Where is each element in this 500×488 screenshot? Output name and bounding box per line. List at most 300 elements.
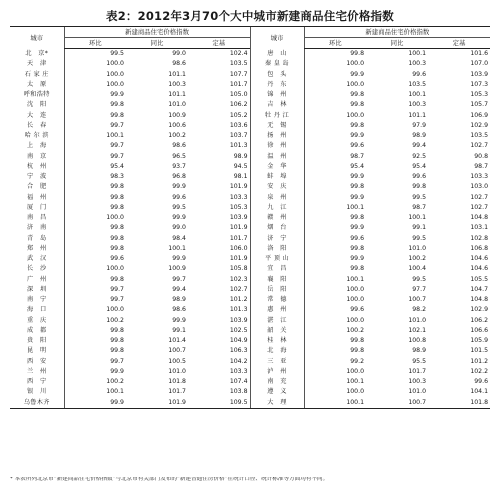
left-base-cell: 102.4 [229, 50, 248, 58]
left-yoy-cell: 99.5 [172, 203, 186, 211]
right-mom-cell: 99.6 [304, 234, 366, 244]
left-mom-cell: 99.8 [64, 346, 126, 356]
right-mom-cell: 99.8 [304, 49, 366, 60]
right-mom-cell: 99.8 [304, 346, 366, 356]
table-row [10, 377, 490, 387]
header-yoy-left: 同比 [126, 38, 188, 49]
footnote: * 本表所列北京市“新建商品住宅价格指数”与北京市有关部门发布的“新建普通住房价格”在统计口径、统计标准等方面均有不同。 [10, 477, 329, 482]
right-base-cell: 102.8 [470, 234, 489, 242]
right-base-cell: 90.8 [474, 152, 489, 160]
left-yoy-cell: 99.9 [172, 183, 186, 191]
right-yoy-cell: 100.1 [408, 50, 427, 58]
right-city-cell: 吉 林 [250, 100, 304, 110]
left-city-cell: 贵 阳 [27, 337, 47, 345]
right-yoy-cell: 101.0 [408, 244, 427, 252]
right-base-cell: 107.0 [470, 60, 489, 68]
left-city-cell: 合 肥 [27, 183, 47, 191]
right-mom-cell: 99.2 [304, 357, 366, 367]
right-base-cell: 103.5 [470, 132, 489, 140]
left-yoy-cell: 100.5 [168, 357, 186, 365]
right-mom-cell: 100.2 [304, 326, 366, 336]
table-body [10, 49, 490, 409]
left-mom-cell: 99.7 [64, 141, 126, 151]
right-yoy-cell: 97.9 [412, 121, 427, 129]
left-base-cell: 109.5 [188, 398, 250, 409]
left-base-cell: 102.5 [229, 326, 248, 334]
right-city-cell: 宜 昌 [250, 264, 304, 274]
left-base-cell: 105.8 [229, 265, 248, 273]
left-mom-cell: 99.8 [64, 100, 126, 110]
right-yoy-cell: 99.5 [412, 193, 427, 201]
left-mom-cell: 99.8 [64, 234, 126, 244]
table-row [10, 244, 490, 254]
right-mom-cell: 99.9 [304, 131, 366, 141]
table-row [10, 162, 490, 172]
left-mom-cell: 100.0 [64, 264, 126, 274]
right-base-cell: 102.7 [470, 203, 489, 211]
right-yoy-cell: 99.8 [412, 183, 427, 191]
left-yoy-cell: 99.4 [172, 285, 186, 293]
right-base-cell: 104.6 [470, 265, 489, 273]
left-city-cell: 福 州 [27, 193, 47, 201]
left-base-cell: 102.7 [229, 285, 248, 293]
left-city-cell: 上 海 [27, 142, 47, 150]
left-base-cell: 101.9 [229, 183, 248, 191]
left-city-cell: 沈 阳 [27, 101, 47, 109]
right-yoy-cell: 101.7 [408, 367, 427, 375]
left-base-cell: 101.7 [229, 234, 248, 242]
left-yoy-cell: 98.6 [172, 60, 186, 68]
left-yoy-cell: 101.0 [168, 367, 186, 375]
left-yoy-cell: 99.9 [172, 255, 186, 263]
left-base-cell: 106.2 [229, 101, 248, 109]
header-city-left: 城市 [10, 27, 64, 49]
right-yoy-cell: 103.5 [408, 80, 427, 88]
table-row [10, 234, 490, 244]
left-mom-cell: 100.0 [64, 70, 126, 80]
left-base-cell: 98.9 [233, 152, 248, 160]
left-yoy-cell: 101.4 [168, 337, 186, 345]
left-city-cell: 济 南 [27, 224, 47, 232]
left-base-cell: 104.2 [229, 357, 248, 365]
left-city-cell: 天 津 [27, 60, 47, 68]
table-row [10, 264, 490, 274]
left-base-cell: 105.2 [229, 111, 248, 119]
right-yoy-cell: 92.5 [412, 152, 427, 160]
left-yoy-cell: 99.7 [172, 275, 186, 283]
left-city-cell: 南 京 [27, 152, 47, 160]
table-row [10, 398, 490, 409]
left-yoy-cell: 99.1 [172, 326, 186, 334]
left-mom-cell: 99.9 [64, 90, 126, 100]
right-city-cell: 平 顶 山 [250, 254, 304, 264]
left-mom-cell: 95.4 [64, 162, 126, 172]
left-base-cell: 101.3 [229, 306, 248, 314]
right-yoy-cell: 98.2 [412, 306, 427, 314]
right-city-cell: 烟 台 [250, 223, 304, 233]
left-mom-cell: 99.7 [64, 295, 126, 305]
table-row [10, 70, 490, 80]
right-mom-cell: 99.9 [304, 193, 366, 203]
right-city-cell: 泉 州 [250, 193, 304, 203]
left-base-cell: 103.3 [229, 367, 248, 375]
right-mom-cell: 100.1 [304, 275, 366, 285]
left-yoy-cell: 98.6 [172, 306, 186, 314]
left-mom-cell: 99.7 [64, 152, 126, 162]
right-mom-cell: 100.0 [304, 295, 366, 305]
table-row [10, 326, 490, 336]
left-city-cell: 北 京* [25, 49, 49, 57]
right-city-cell: 岳 阳 [250, 285, 304, 295]
left-mom-cell: 100.1 [64, 131, 126, 141]
table-row [10, 275, 490, 285]
table-row [10, 193, 490, 203]
right-mom-cell: 100.0 [304, 111, 366, 121]
table-row [10, 49, 490, 60]
table-row [10, 295, 490, 305]
right-yoy-cell: 99.6 [412, 70, 427, 78]
right-city-cell: 安 庆 [250, 182, 304, 192]
right-base-cell: 106.2 [470, 316, 489, 324]
right-city-cell: 包 头 [250, 70, 304, 80]
right-mom-cell: 99.8 [304, 100, 366, 110]
table-row [10, 213, 490, 223]
right-city-cell: 温 州 [250, 152, 304, 162]
right-yoy-cell: 101.1 [408, 111, 427, 119]
right-base-cell: 101.2 [470, 357, 489, 365]
right-base-cell: 103.1 [470, 224, 489, 232]
right-mom-cell: 95.4 [304, 162, 366, 172]
left-city-cell: 重 庆 [27, 316, 47, 324]
table-row [10, 90, 490, 100]
left-city-cell: 银 川 [27, 388, 47, 396]
left-yoy-cell: 101.9 [126, 398, 188, 409]
left-mom-cell: 99.8 [64, 182, 126, 192]
right-city-cell: 扬 州 [250, 131, 304, 141]
table-row [10, 100, 490, 110]
right-mom-cell: 100.0 [304, 387, 366, 397]
left-city-cell: 石 家 庄 [24, 70, 49, 78]
right-yoy-cell: 100.3 [408, 101, 427, 109]
right-mom-cell: 100.0 [304, 367, 366, 377]
left-city-cell: 青 岛 [27, 234, 47, 242]
left-city-cell: 大 连 [27, 111, 47, 119]
right-base-cell: 101.6 [470, 50, 489, 58]
right-city-cell: 牡 丹 江 [250, 111, 304, 121]
left-mom-cell: 100.2 [64, 316, 126, 326]
header-city-right: 城市 [250, 27, 304, 49]
right-mom-cell: 100.0 [304, 316, 366, 326]
right-base-cell: 107.3 [470, 80, 489, 88]
right-base-cell: 104.6 [470, 255, 489, 263]
left-city-cell: 郑 州 [27, 244, 47, 252]
table-row [10, 152, 490, 162]
left-base-cell: 103.7 [229, 132, 248, 140]
right-city-cell: 金 华 [250, 162, 304, 172]
left-yoy-cell: 96.8 [172, 173, 186, 181]
left-city-cell: 乌鲁木齐 [10, 398, 64, 409]
right-base-cell: 99.6 [474, 378, 489, 386]
left-city-cell: 哈 尔 滨 [24, 132, 49, 140]
left-city-cell: 太 原 [27, 80, 47, 88]
right-yoy-cell: 100.3 [408, 60, 427, 68]
right-city-cell: 桂 林 [250, 336, 304, 346]
left-city-cell: 宁 波 [27, 173, 47, 181]
left-yoy-cell: 100.3 [168, 80, 186, 88]
left-mom-cell: 99.9 [64, 367, 126, 377]
right-yoy-cell: 102.1 [408, 326, 427, 334]
right-city-cell: 襄 阳 [250, 275, 304, 285]
right-yoy-cell: 99.5 [412, 275, 427, 283]
left-base-cell: 105.3 [229, 203, 248, 211]
right-base-cell: 106.8 [470, 244, 489, 252]
right-base-cell: 103.9 [470, 70, 489, 78]
left-yoy-cell: 98.6 [172, 142, 186, 150]
right-base-cell: 104.1 [470, 388, 489, 396]
right-base-cell: 102.2 [470, 367, 489, 375]
right-yoy-cell: 99.5 [412, 234, 427, 242]
left-mom-cell: 99.8 [64, 336, 126, 346]
table-row [10, 141, 490, 151]
left-base-cell: 101.3 [229, 142, 248, 150]
right-yoy-cell: 100.2 [408, 255, 427, 263]
right-base-cell: 102.7 [470, 142, 489, 150]
left-base-cell: 107.7 [229, 70, 248, 78]
right-yoy-cell: 98.9 [412, 347, 427, 355]
right-base-cell: 105.5 [470, 275, 489, 283]
right-mom-cell: 99.9 [304, 172, 366, 182]
left-city-cell: 杭 州 [27, 162, 47, 170]
right-mom-cell: 100.1 [304, 398, 366, 409]
left-base-cell: 101.9 [229, 224, 248, 232]
left-yoy-cell: 99.0 [172, 224, 186, 232]
right-city-cell: 常 德 [250, 295, 304, 305]
left-city-cell: 昆 明 [27, 347, 47, 355]
left-mom-cell: 99.8 [64, 223, 126, 233]
left-base-cell: 103.9 [229, 316, 248, 324]
right-base-cell: 103.0 [470, 183, 489, 191]
table-row [10, 182, 490, 192]
right-city-cell: 无 锡 [250, 121, 304, 131]
right-base-cell: 102.9 [470, 121, 489, 129]
right-mom-cell: 99.6 [304, 305, 366, 315]
right-mom-cell: 100.1 [304, 377, 366, 387]
right-yoy-cell: 97.7 [412, 285, 427, 293]
left-mom-cell: 99.8 [64, 111, 126, 121]
left-mom-cell: 99.8 [64, 193, 126, 203]
left-yoy-cell: 100.1 [168, 244, 186, 252]
left-yoy-cell: 99.9 [172, 214, 186, 222]
left-city-cell: 长 春 [27, 121, 47, 129]
right-mom-cell: 99.6 [304, 141, 366, 151]
right-mom-cell: 99.9 [304, 254, 366, 264]
left-city-cell: 海 口 [27, 306, 47, 314]
left-yoy-cell: 100.6 [168, 121, 186, 129]
header-mom-left: 环比 [64, 38, 126, 49]
right-mom-cell: 98.7 [304, 152, 366, 162]
left-yoy-cell: 99.9 [172, 316, 186, 324]
right-mom-cell: 99.9 [304, 70, 366, 80]
left-city-cell: 广 州 [27, 275, 47, 283]
right-city-cell: 徐 州 [250, 141, 304, 151]
left-base-cell: 101.2 [229, 296, 248, 304]
right-yoy-cell: 98.7 [412, 203, 427, 211]
right-yoy-cell: 99.4 [412, 142, 427, 150]
right-mom-cell: 100.0 [304, 80, 366, 90]
right-base-cell: 105.9 [470, 337, 489, 345]
left-yoy-cell: 101.7 [168, 388, 186, 396]
left-city-cell: 西 安 [27, 357, 47, 365]
table-row [10, 121, 490, 131]
right-city-cell: 唐 山 [250, 49, 304, 60]
right-mom-cell: 99.8 [304, 264, 366, 274]
header-mom-right: 环比 [304, 38, 366, 49]
right-city-cell: 韶 关 [250, 326, 304, 336]
right-base-cell: 106.9 [470, 111, 489, 119]
right-yoy-cell: 100.1 [408, 214, 427, 222]
right-base-cell: 106.6 [470, 326, 489, 334]
left-city-cell: 长 沙 [27, 265, 47, 273]
right-base-cell: 101.8 [428, 398, 490, 409]
left-yoy-cell: 99.6 [172, 193, 186, 201]
right-city-cell: 九 江 [250, 203, 304, 213]
left-city-cell: 西 宁 [27, 378, 47, 386]
right-yoy-cell: 100.3 [408, 378, 427, 386]
left-mom-cell: 99.8 [64, 244, 126, 254]
left-yoy-cell: 101.1 [168, 91, 186, 99]
right-yoy-cell: 95.4 [412, 162, 427, 170]
right-yoy-cell: 101.0 [408, 388, 427, 396]
right-base-cell: 104.8 [470, 214, 489, 222]
table-row [10, 59, 490, 69]
left-city-cell: 呼和浩特 [23, 91, 50, 99]
right-city-cell: 湛 江 [250, 316, 304, 326]
table-row [10, 172, 490, 182]
header-yoy-right: 同比 [366, 38, 428, 49]
left-yoy-cell: 98.4 [172, 234, 186, 242]
left-yoy-cell: 101.8 [168, 378, 186, 386]
right-city-cell: 北 海 [250, 346, 304, 356]
right-mom-cell: 99.8 [304, 90, 366, 100]
left-mom-cell: 99.6 [64, 254, 126, 264]
left-yoy-cell: 100.7 [168, 347, 186, 355]
left-base-cell: 103.5 [229, 60, 248, 68]
left-city-cell: 南 昌 [27, 214, 47, 222]
right-mom-cell: 100.1 [304, 203, 366, 213]
table-row [10, 203, 490, 213]
right-city-cell: 洛 阳 [250, 244, 304, 254]
table-row [10, 80, 490, 90]
left-mom-cell: 99.7 [64, 121, 126, 131]
right-yoy-cell: 101.0 [408, 316, 427, 324]
header-row-columns [10, 38, 490, 49]
left-mom-cell: 100.0 [64, 305, 126, 315]
table-row [10, 254, 490, 264]
left-base-cell: 98.1 [233, 173, 248, 181]
left-base-cell: 106.0 [229, 244, 248, 252]
left-city-cell: 深 圳 [27, 285, 47, 293]
right-base-cell: 98.7 [474, 162, 489, 170]
right-city-cell: 大 理 [250, 398, 304, 409]
right-city-cell: 三 亚 [250, 357, 304, 367]
table-row [10, 305, 490, 315]
table-title: 表2：2012年3月70个大中城市新建商品住宅价格指数 [106, 9, 394, 23]
table-row [10, 111, 490, 121]
right-yoy-cell: 100.1 [408, 91, 427, 99]
header-base-right: 定基 [428, 38, 490, 49]
left-mom-cell: 100.1 [64, 387, 126, 397]
header-group-left: 新建商品住宅价格指数 [64, 27, 250, 38]
right-mom-cell: 99.8 [304, 244, 366, 254]
right-mom-cell: 99.8 [304, 213, 366, 223]
left-city-cell: 南 宁 [27, 296, 47, 304]
left-yoy-cell: 101.1 [168, 70, 186, 78]
right-base-cell: 105.7 [470, 101, 489, 109]
right-base-cell: 102.9 [470, 306, 489, 314]
left-mom-cell: 99.7 [64, 357, 126, 367]
left-mom-cell: 100.0 [64, 80, 126, 90]
table-row [10, 367, 490, 377]
right-base-cell: 104.7 [470, 285, 489, 293]
left-mom-cell: 99.7 [64, 285, 126, 295]
left-mom-cell: 99.8 [64, 203, 126, 213]
left-base-cell: 94.5 [233, 162, 248, 170]
left-city-cell: 厦 门 [27, 203, 47, 211]
left-yoy-cell: 96.5 [172, 152, 186, 160]
right-mom-cell: 100.0 [304, 285, 366, 295]
right-yoy-cell: 100.4 [408, 265, 427, 273]
left-yoy-cell: 99.0 [172, 50, 186, 58]
left-base-cell: 107.4 [229, 378, 248, 386]
header-row-group [10, 27, 490, 38]
left-base-cell: 101.9 [229, 255, 248, 263]
left-mom-cell: 98.3 [64, 172, 126, 182]
left-yoy-cell: 93.7 [172, 162, 186, 170]
left-base-cell: 103.8 [229, 388, 248, 396]
left-base-cell: 102.3 [229, 275, 248, 283]
table-row [10, 223, 490, 233]
right-base-cell: 103.3 [470, 173, 489, 181]
right-city-cell: 蚌 埠 [250, 172, 304, 182]
header-base-left: 定基 [188, 38, 250, 49]
left-mom-cell: 99.9 [64, 398, 126, 409]
right-city-cell: 丹 东 [250, 80, 304, 90]
right-city-cell: 济 宁 [250, 234, 304, 244]
right-mom-cell: 99.8 [304, 336, 366, 346]
right-yoy-cell: 99.1 [412, 224, 427, 232]
left-mom-cell: 99.8 [64, 326, 126, 336]
left-city-cell: 武 汉 [27, 255, 47, 263]
right-mom-cell: 99.8 [304, 121, 366, 131]
left-yoy-cell: 101.0 [168, 101, 186, 109]
right-mom-cell: 99.8 [304, 182, 366, 192]
right-city-cell: 秦 皇 岛 [250, 59, 304, 69]
right-city-cell: 遵 义 [250, 387, 304, 397]
left-mom-cell: 99.5 [64, 49, 126, 60]
left-mom-cell: 100.2 [64, 377, 126, 387]
right-yoy-cell: 100.7 [366, 398, 428, 409]
right-base-cell: 104.8 [470, 296, 489, 304]
right-city-cell: 锦 州 [250, 90, 304, 100]
left-city-cell: 成 都 [27, 326, 47, 334]
table-row [10, 316, 490, 326]
right-base-cell: 102.7 [470, 193, 489, 201]
table-row [10, 387, 490, 397]
right-yoy-cell: 98.9 [412, 132, 427, 140]
table-row [10, 357, 490, 367]
right-yoy-cell: 95.5 [412, 357, 427, 365]
right-yoy-cell: 100.7 [408, 296, 427, 304]
